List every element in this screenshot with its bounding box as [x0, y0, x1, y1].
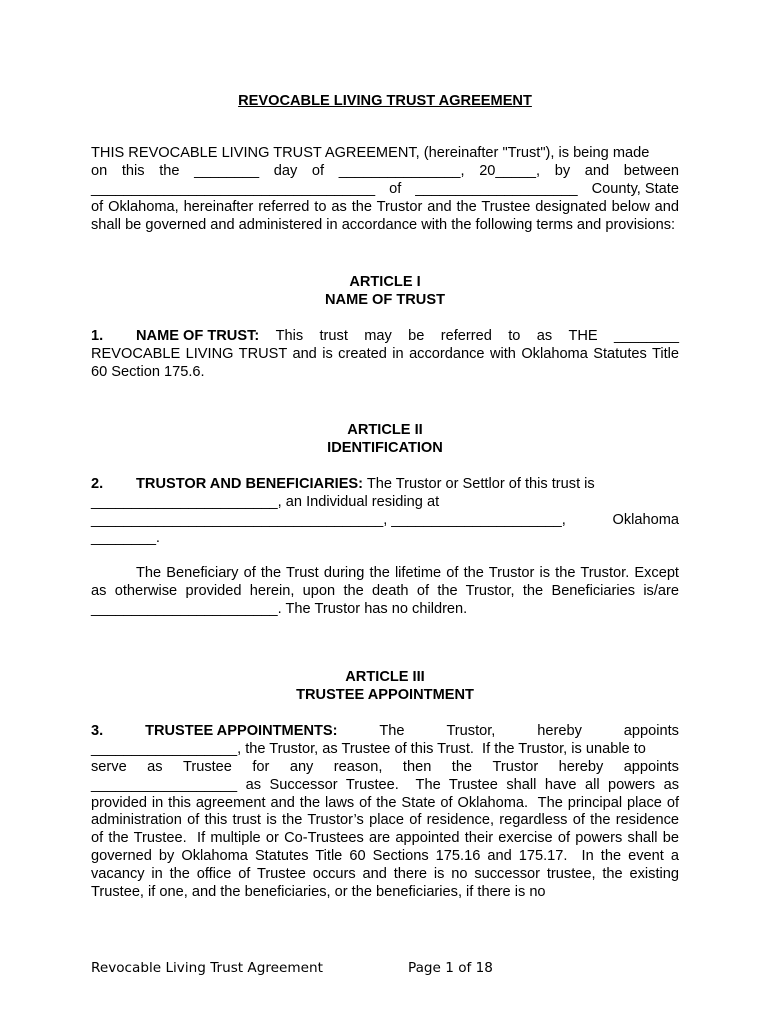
document-title: REVOCABLE LIVING TRUST AGREEMENT	[238, 93, 532, 109]
word: as	[147, 758, 163, 775]
word: reason,	[333, 758, 383, 775]
article-2-line-3	[91, 512, 679, 530]
word: serve	[91, 758, 127, 775]
word: Trustor,	[446, 722, 496, 739]
word: between	[623, 162, 679, 179]
article-1-label: ARTICLE I	[349, 274, 421, 291]
intro-line-3	[91, 181, 679, 199]
word: This	[275, 328, 304, 345]
word: County, State	[591, 180, 679, 197]
word: THE	[568, 328, 598, 345]
year-blank: 20_____,	[479, 162, 541, 179]
word: appoints	[623, 758, 679, 775]
word: the	[159, 162, 180, 179]
article-2-line-4: ________.	[91, 529, 160, 546]
intro-line-2	[91, 163, 679, 181]
section-number: 2.	[91, 475, 104, 492]
word: Trustee	[182, 758, 232, 775]
word: appoints	[623, 722, 679, 739]
word: day	[273, 162, 298, 179]
word: and	[584, 162, 610, 179]
section-number: 1.	[91, 328, 104, 345]
address-blanks: ____________________________________, _____________________,	[91, 511, 570, 528]
word: hereby	[537, 722, 582, 739]
intro-paragraph	[91, 145, 679, 235]
section-title: NAME OF TRUST:	[136, 328, 260, 345]
word: The	[379, 722, 405, 739]
article-2-line-2: _______________________, an Individual residing at	[91, 493, 440, 510]
article-2-paragraph	[91, 476, 679, 548]
article-3-rest: __________________ as Successor Trustee. The Trustee shall have all powers as provided in this agreement and the laws of the State of Oklahoma. The principal place of administration of this trust is the Trustor’s place of residence, regardless of the residence of the Trustee. If multiple or Co-Trustees are appointed their exercise of powers shall be governed by Oklahoma Statutes Title 60 Sections 175.16 and 175.17. In the event a vacancy in the office of Trustee occurs and there is no successor trustee, the existing Trustee, if one, and the beneficiaries, or the beneficiaries, if there is no	[91, 776, 684, 901]
word: any	[289, 758, 314, 775]
section-lead	[91, 328, 259, 346]
word: hereby	[558, 758, 604, 775]
text: The Trustor or Settlor of this trust is	[363, 475, 595, 492]
section-number: 3.	[91, 722, 104, 739]
county-blank: ____________________	[415, 180, 578, 197]
document-body	[91, 93, 684, 902]
article-1-paragraph	[91, 328, 679, 382]
section-title: TRUSTEE APPOINTMENTS:	[145, 722, 338, 739]
intro-rest: of Oklahoma, hereinafter referred to as the Trustor and the Trustee designated below and shall be governed and administered in accordance with the following terms and provisions:	[91, 198, 679, 233]
word: may	[364, 328, 392, 345]
trust-name-blank: ________	[614, 328, 679, 345]
word: to	[508, 328, 521, 345]
word: on	[91, 162, 108, 179]
word: referred	[440, 328, 492, 345]
word: this	[121, 162, 145, 179]
article-3-paragraph	[91, 722, 684, 902]
article-1-heading: NAME OF TRUST	[325, 292, 445, 309]
word: of	[389, 180, 402, 197]
word: of	[311, 162, 325, 179]
article-3-line-1	[91, 723, 679, 741]
article-2-heading: IDENTIFICATION	[327, 439, 443, 456]
section-title: TRUSTOR AND BENEFICIARIES:	[136, 475, 364, 492]
word: then	[402, 758, 432, 775]
word: trust	[319, 328, 348, 345]
footer-page-number: Page 1 of 18	[408, 960, 493, 976]
article-1-rest: REVOCABLE LIVING TRUST and is created in accordance with Oklahoma Statutes Title 60 Section 175.6.	[91, 346, 679, 381]
article-2-beneficiary-paragraph: The Beneficiary of the Trust during the lifetime of the Trustor is the Trustor. Except as otherwise provided herein, upon the death of the Trustor, the Beneficiaries is/are _______________________. The Trustor has no children.	[91, 565, 679, 618]
state-text: Oklahoma	[612, 511, 679, 528]
article-3-line-2: __________________, the Trustor, as Trustee of this Trust. If the Trustor, is unable to	[91, 740, 646, 757]
month-blank: _______________,	[338, 162, 465, 179]
footer-document-title: Revocable Living Trust Agreement	[91, 960, 323, 976]
word: for	[252, 758, 270, 775]
article-2-label: ARTICLE II	[347, 421, 423, 438]
word: the	[451, 758, 473, 775]
article-3-heading: TRUSTEE APPOINTMENT	[296, 687, 474, 704]
word: be	[408, 328, 425, 345]
name-blank: ___________________________________	[91, 180, 376, 197]
word: Trustor	[492, 758, 539, 775]
article-2-line-1	[91, 476, 679, 494]
article-3-line-3	[91, 759, 679, 777]
intro-line-1: THIS REVOCABLE LIVING TRUST AGREEMENT, (hereinafter "Trust"), is being made	[91, 144, 650, 161]
article-1-line-1	[91, 328, 679, 346]
article-3-label: ARTICLE III	[345, 669, 425, 686]
word: by	[554, 162, 571, 179]
word: as	[536, 328, 553, 345]
day-blank: ________	[194, 162, 260, 179]
